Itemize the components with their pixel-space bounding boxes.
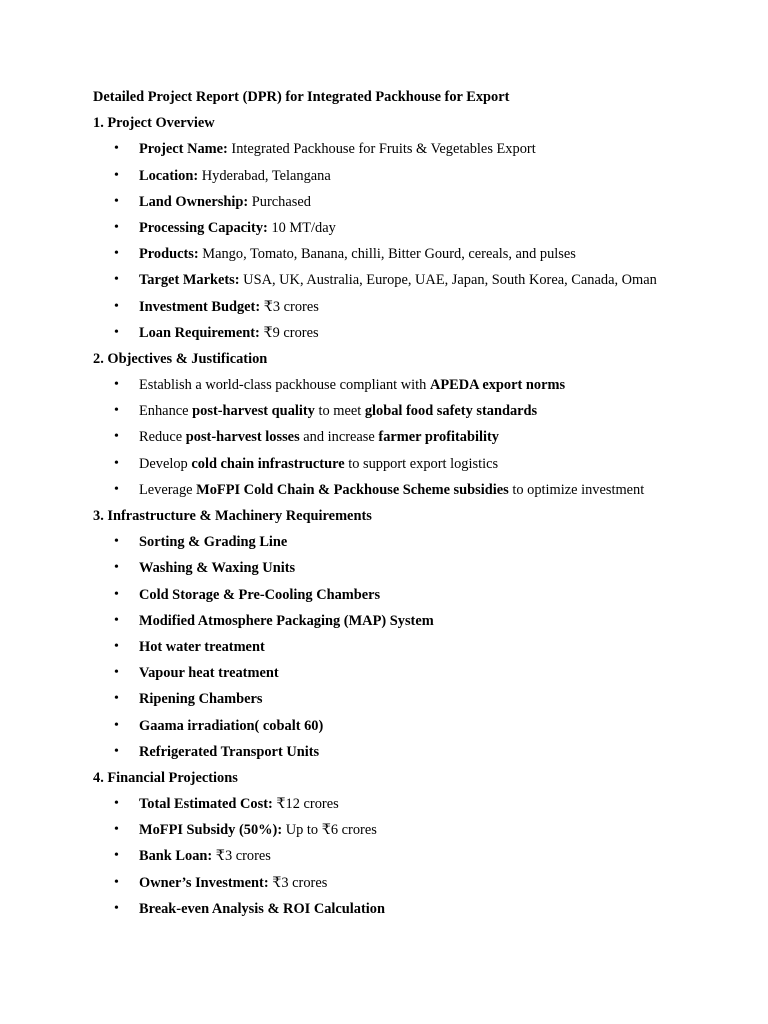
bold-text: Total Estimated Cost:	[139, 796, 273, 813]
body-text: Up to ₹6 crores	[282, 822, 377, 839]
list-item	[93, 424, 713, 450]
body-text: USA, UK, Australia, Europe, UAE, Japan, South Korea, Canada, Oman	[239, 272, 657, 289]
list-item	[93, 477, 713, 503]
bullet-icon: •	[114, 246, 119, 262]
bullet-icon: •	[114, 167, 119, 183]
bullet-icon: •	[114, 691, 119, 707]
bold-text: Gaama irradiation( cobalt 60)	[139, 717, 324, 734]
bold-text: cold chain infrastructure	[191, 455, 345, 472]
list-item	[93, 529, 713, 555]
bullet-icon: •	[114, 429, 119, 445]
section-heading: 3. Infrastructure & Machinery Requirements	[93, 508, 372, 524]
list-item	[93, 582, 713, 608]
document-sections	[93, 110, 713, 922]
bullet-icon: •	[114, 324, 119, 340]
body-text: Reduce	[139, 429, 186, 446]
list-item	[93, 215, 713, 241]
bold-text: Cold Storage & Pre-Cooling Chambers	[139, 586, 381, 603]
bullet-icon: •	[114, 298, 119, 314]
list-item	[93, 555, 713, 581]
bold-text: MoFPI Subsidy (50%):	[139, 822, 283, 839]
bold-text: Bank Loan:	[139, 848, 213, 865]
bullet-icon: •	[114, 403, 119, 419]
list-item	[93, 189, 713, 215]
bold-text: APEDA export norms	[429, 377, 566, 394]
list-item	[93, 608, 713, 634]
bold-text: Modified Atmosphere Packaging (MAP) System	[139, 612, 434, 629]
bullet-list	[93, 136, 713, 346]
list-item	[93, 320, 713, 346]
bold-text: Land Ownership:	[139, 193, 249, 210]
bullet-icon: •	[114, 612, 119, 628]
body-text: Purchased	[248, 193, 311, 210]
document-title: Detailed Project Report (DPR) for Integrated Packhouse for Export	[93, 89, 510, 105]
body-text: Establish a world-class packhouse compliant with	[139, 377, 430, 394]
list-item	[93, 451, 713, 477]
bold-text: Ripening Chambers	[139, 691, 263, 708]
bold-text: Hot water treatment	[139, 638, 265, 655]
bold-text: Sorting & Grading Line	[139, 534, 288, 551]
body-text: ₹3 crores	[260, 298, 319, 315]
body-text: 10 MT/day	[267, 219, 336, 236]
bullet-icon: •	[114, 743, 119, 759]
section-heading: 4. Financial Projections	[93, 769, 238, 786]
body-text: Integrated Packhouse for Fruits & Vegetables Export	[227, 141, 536, 158]
list-item	[93, 713, 713, 739]
bold-text: global food safety standards	[364, 403, 538, 420]
list-item	[93, 843, 713, 869]
body-text: Hyderabad, Telangana	[198, 167, 331, 184]
bullet-icon: •	[114, 586, 119, 602]
body-text: to meet	[314, 403, 365, 420]
body-text: Develop	[139, 455, 192, 472]
body-text: Leverage	[139, 481, 197, 498]
list-item	[93, 686, 713, 712]
bold-text: Target Markets:	[139, 272, 240, 289]
bullet-icon: •	[114, 665, 119, 681]
bullet-icon: •	[114, 193, 119, 209]
bullet-icon: •	[114, 272, 119, 288]
document-page	[93, 84, 713, 922]
body-text: and increase	[299, 429, 379, 446]
bullet-list	[93, 529, 713, 765]
bold-text: Owner’s Investment:	[139, 874, 269, 891]
bold-text: Products:	[139, 246, 199, 263]
section-heading: 2. Objectives & Justification	[93, 350, 268, 367]
bold-text: Loan Requirement:	[139, 324, 260, 341]
bullet-icon: •	[114, 141, 119, 157]
bold-text: post-harvest quality	[192, 403, 315, 420]
list-item	[93, 267, 713, 293]
list-item	[93, 398, 713, 424]
bold-text: Processing Capacity:	[139, 219, 268, 236]
bold-text: Project Name:	[139, 141, 228, 158]
bullet-icon: •	[114, 822, 119, 838]
body-text: to optimize investment	[508, 481, 645, 498]
bold-text: Break-even Analysis & ROI Calculation	[139, 900, 385, 917]
bold-text: MoFPI Cold Chain & Packhouse Scheme subsidies	[196, 481, 509, 498]
bold-text: Location:	[139, 167, 199, 184]
section-heading: 1. Project Overview	[93, 115, 215, 132]
list-item	[93, 791, 713, 817]
list-item	[93, 136, 713, 162]
list-item	[93, 660, 713, 686]
bullet-icon: •	[114, 874, 119, 890]
bold-text: Investment Budget:	[139, 298, 261, 315]
bullet-icon: •	[114, 219, 119, 235]
body-text: ₹3 crores	[212, 848, 271, 865]
list-item	[93, 634, 713, 660]
list-item	[93, 163, 713, 189]
list-item	[93, 372, 713, 398]
body-text: ₹9 crores	[259, 324, 319, 341]
bold-text: Refrigerated Transport Units	[139, 743, 320, 760]
body-text: Mango, Tomato, Banana, chilli, Bitter Gourd, cereals, and pulses	[198, 246, 576, 263]
list-item	[93, 896, 713, 922]
list-item	[93, 241, 713, 267]
body-text: ₹12 crores	[272, 796, 339, 813]
bullet-list	[93, 791, 713, 922]
list-item	[93, 739, 713, 765]
bullet-icon: •	[114, 638, 119, 654]
body-text: to support export logistics	[344, 455, 499, 472]
bullet-icon: •	[114, 534, 119, 550]
bullet-icon: •	[114, 900, 119, 916]
bullet-icon: •	[114, 455, 119, 471]
bullet-icon: •	[114, 796, 119, 812]
bold-text: Washing & Waxing Units	[139, 560, 296, 577]
bullet-icon: •	[114, 848, 119, 864]
bullet-icon: •	[114, 481, 119, 497]
bold-text: Vapour heat treatment	[139, 665, 279, 682]
list-item	[93, 817, 713, 843]
bold-text: post-harvest losses	[185, 429, 300, 446]
bullet-icon: •	[114, 377, 119, 393]
list-item	[93, 870, 713, 896]
bullet-icon: •	[114, 560, 119, 576]
list-item	[93, 294, 713, 320]
body-text: Enhance	[139, 403, 193, 420]
bold-text: farmer profitability	[378, 429, 499, 446]
body-text: ₹3 crores	[268, 874, 328, 891]
bullet-list	[93, 372, 713, 503]
bullet-icon: •	[114, 717, 119, 733]
